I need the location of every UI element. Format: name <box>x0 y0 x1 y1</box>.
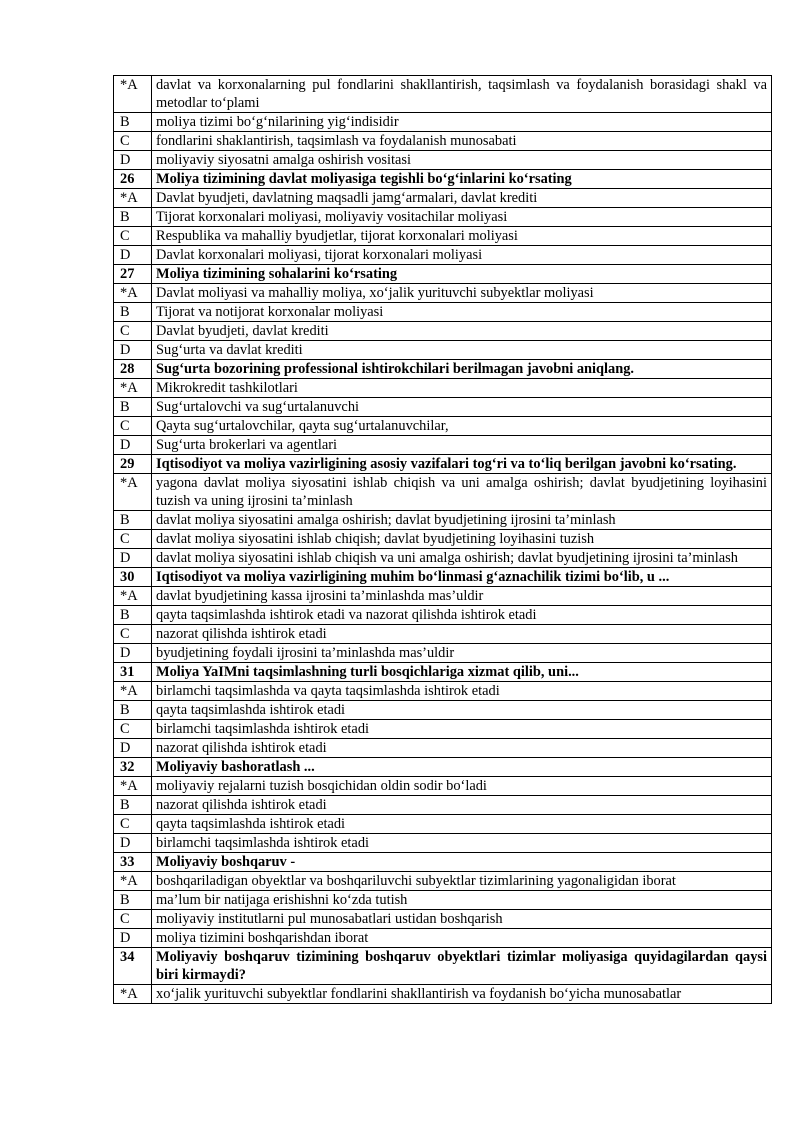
question-row <box>114 170 772 189</box>
question-number: 26 <box>114 170 152 189</box>
question-table <box>113 75 772 1004</box>
question-number: 34 <box>114 948 152 985</box>
answer-option-label: *A <box>114 777 152 796</box>
answer-row <box>114 682 772 701</box>
answer-row <box>114 549 772 568</box>
answer-option-text: Qayta sug‘urtalovchilar, qayta sug‘urtalanuvchilar, <box>152 417 772 436</box>
answer-row <box>114 815 772 834</box>
answer-option-label: D <box>114 151 152 170</box>
answer-row <box>114 322 772 341</box>
question-text: Iqtisodiyot va moliya vazirligining asosiy vazifalari tog‘ri va to‘liq berilgan javobni ko‘rsating. <box>152 455 772 474</box>
answer-row <box>114 739 772 758</box>
answer-option-text: moliyaviy siyosatni amalga oshirish vositasi <box>152 151 772 170</box>
question-number: 27 <box>114 265 152 284</box>
answer-row <box>114 379 772 398</box>
question-text: Moliya tizimining sohalarini ko‘rsating <box>152 265 772 284</box>
answer-option-label: C <box>114 132 152 151</box>
answer-option-label: D <box>114 834 152 853</box>
question-text: Moliya YaIMni taqsimlashning turli bosqichlariga xizmat qilib, uni... <box>152 663 772 682</box>
answer-row <box>114 284 772 303</box>
question-number: 33 <box>114 853 152 872</box>
question-number: 30 <box>114 568 152 587</box>
answer-option-text: Tijorat va notijorat korxonalar moliyasi <box>152 303 772 322</box>
answer-option-label: *A <box>114 379 152 398</box>
answer-option-text: Sug‘urtalovchi va sug‘urtalanuvchi <box>152 398 772 417</box>
question-row <box>114 758 772 777</box>
question-row <box>114 455 772 474</box>
answer-option-label: B <box>114 398 152 417</box>
answer-option-label: C <box>114 417 152 436</box>
answer-option-label: C <box>114 227 152 246</box>
answer-row <box>114 985 772 1004</box>
answer-option-label: D <box>114 644 152 663</box>
answer-option-label: C <box>114 815 152 834</box>
answer-option-label: *A <box>114 189 152 208</box>
answer-option-text: Sug‘urta brokerlari va agentlari <box>152 436 772 455</box>
answer-option-text: qayta taqsimlashda ishtirok etadi <box>152 701 772 720</box>
answer-row <box>114 417 772 436</box>
answer-option-text: birlamchi taqsimlashda va qayta taqsimlashda ishtirok etadi <box>152 682 772 701</box>
answer-option-text: birlamchi taqsimlashda ishtirok etadi <box>152 720 772 739</box>
answer-row <box>114 606 772 625</box>
question-row <box>114 948 772 985</box>
answer-option-text: fondlarini shaklantirish, taqsimlash va foydalanish munosabati <box>152 132 772 151</box>
answer-option-label: B <box>114 511 152 530</box>
answer-row <box>114 151 772 170</box>
answer-row <box>114 625 772 644</box>
answer-row <box>114 777 772 796</box>
answer-option-text: birlamchi taqsimlashda ishtirok etadi <box>152 834 772 853</box>
answer-option-text: Davlat byudjeti, davlatning maqsadli jamg‘armalari, davlat krediti <box>152 189 772 208</box>
question-number: 29 <box>114 455 152 474</box>
answer-option-label: B <box>114 891 152 910</box>
answer-row <box>114 530 772 549</box>
answer-option-label: *A <box>114 284 152 303</box>
answer-option-label: C <box>114 530 152 549</box>
answer-option-label: D <box>114 246 152 265</box>
question-number: 28 <box>114 360 152 379</box>
answer-option-text: yagona davlat moliya siyosatini ishlab chiqish va uni amalga oshirish; davlat byudjetining loyihasini tuzish va uning ijrosini ta’minlash <box>152 474 772 511</box>
answer-option-label: *A <box>114 872 152 891</box>
answer-option-label: B <box>114 796 152 815</box>
answer-row <box>114 701 772 720</box>
answer-option-label: B <box>114 701 152 720</box>
answer-option-text: xo‘jalik yurituvchi subyektlar fondlarini shakllantirish va foydanish bo‘yicha munosabatlar <box>152 985 772 1004</box>
answer-option-label: D <box>114 549 152 568</box>
answer-option-label: *A <box>114 587 152 606</box>
answer-option-label: *A <box>114 474 152 511</box>
answer-option-label: B <box>114 606 152 625</box>
answer-option-label: *A <box>114 985 152 1004</box>
answer-option-text: qayta taqsimlashda ishtirok etadi va nazorat qilishda ishtirok etadi <box>152 606 772 625</box>
answer-row <box>114 796 772 815</box>
answer-option-label: *A <box>114 76 152 113</box>
question-text: Moliyaviy boshqaruv tizimining boshqaruv obyektlari tizimlar moliyasiga quyidagilardan qaysi biri kirmaydi? <box>152 948 772 985</box>
answer-option-text: qayta taqsimlashda ishtirok etadi <box>152 815 772 834</box>
answer-row <box>114 227 772 246</box>
answer-row <box>114 720 772 739</box>
question-row <box>114 853 772 872</box>
answer-option-text: nazorat qilishda ishtirok etadi <box>152 739 772 758</box>
answer-option-label: D <box>114 341 152 360</box>
answer-row <box>114 246 772 265</box>
question-row <box>114 265 772 284</box>
answer-row <box>114 341 772 360</box>
answer-option-text: Davlat moliyasi va mahalliy moliya, xo‘jalik yurituvchi subyektlar moliyasi <box>152 284 772 303</box>
answer-option-text: Tijorat korxonalari moliyasi, moliyaviy vositachilar moliyasi <box>152 208 772 227</box>
answer-option-text: ma’lum bir natijaga erishishni ko‘zda tutish <box>152 891 772 910</box>
answer-option-text: boshqariladigan obyektlar va boshqariluvchi subyektlar tizimlarining yagonaligidan iborat <box>152 872 772 891</box>
answer-row <box>114 474 772 511</box>
answer-option-text: Sug‘urta va davlat krediti <box>152 341 772 360</box>
answer-option-label: B <box>114 303 152 322</box>
answer-row <box>114 398 772 417</box>
answer-row <box>114 891 772 910</box>
question-text: Moliyaviy boshqaruv - <box>152 853 772 872</box>
answer-option-label: C <box>114 910 152 929</box>
answer-row <box>114 587 772 606</box>
answer-option-text: Mikrokredit tashkilotlari <box>152 379 772 398</box>
answer-option-text: davlat va korxonalarning pul fondlarini shakllantirish, taqsimlash va foydalanish borasidagi shakl va metodlar to‘plami <box>152 76 772 113</box>
answer-row <box>114 929 772 948</box>
answer-row <box>114 76 772 113</box>
answer-option-text: davlat byudjetining kassa ijrosini ta’minlashda mas’uldir <box>152 587 772 606</box>
answer-row <box>114 872 772 891</box>
answer-option-text: Davlat korxonalari moliyasi, tijorat korxonalari moliyasi <box>152 246 772 265</box>
answer-row <box>114 436 772 455</box>
answer-row <box>114 189 772 208</box>
question-row <box>114 360 772 379</box>
answer-row <box>114 910 772 929</box>
question-text: Sug‘urta bozorining professional ishtirokchilari berilmagan javobni aniqlang. <box>152 360 772 379</box>
answer-option-text: nazorat qilishda ishtirok etadi <box>152 796 772 815</box>
question-row <box>114 663 772 682</box>
answer-option-label: D <box>114 436 152 455</box>
answer-row <box>114 511 772 530</box>
answer-option-label: C <box>114 322 152 341</box>
answer-option-label: D <box>114 739 152 758</box>
question-text: Iqtisodiyot va moliya vazirligining muhim bo‘linmasi g‘aznachilik tizimi bo‘lib, u ... <box>152 568 772 587</box>
answer-option-text: davlat moliya siyosatini amalga oshirish; davlat byudjetining ijrosini ta’minlash <box>152 511 772 530</box>
question-number: 32 <box>114 758 152 777</box>
question-number: 31 <box>114 663 152 682</box>
answer-option-text: davlat moliya siyosatini ishlab chiqish; davlat byudjetining loyihasini tuzish <box>152 530 772 549</box>
question-table-body <box>114 76 772 1004</box>
answer-row <box>114 644 772 663</box>
answer-option-text: moliya tizimini boshqarishdan iborat <box>152 929 772 948</box>
answer-row <box>114 132 772 151</box>
answer-option-label: C <box>114 625 152 644</box>
answer-option-label: D <box>114 929 152 948</box>
question-row <box>114 568 772 587</box>
answer-option-text: Davlat byudjeti, davlat krediti <box>152 322 772 341</box>
answer-option-text: moliyaviy institutlarni pul munosabatlari ustidan boshqarish <box>152 910 772 929</box>
answer-option-text: moliya tizimi bo‘g‘nilarining yig‘indisidir <box>152 113 772 132</box>
question-text: Moliya tizimining davlat moliyasiga tegishli bo‘g‘inlarini ko‘rsating <box>152 170 772 189</box>
answer-row <box>114 834 772 853</box>
answer-option-text: Respublika va mahalliy byudjetlar, tijorat korxonalari moliyasi <box>152 227 772 246</box>
question-text: Moliyaviy bashoratlash ... <box>152 758 772 777</box>
answer-option-text: davlat moliya siyosatini ishlab chiqish va uni amalga oshirish; davlat byudjetining ijrosini ta’minlash <box>152 549 772 568</box>
answer-option-label: B <box>114 208 152 227</box>
answer-row <box>114 303 772 322</box>
answer-option-text: byudjetining foydali ijrosini ta’minlashda mas’uldir <box>152 644 772 663</box>
answer-option-label: *A <box>114 682 152 701</box>
answer-option-text: nazorat qilishda ishtirok etadi <box>152 625 772 644</box>
answer-option-label: B <box>114 113 152 132</box>
answer-row <box>114 113 772 132</box>
answer-row <box>114 208 772 227</box>
answer-option-text: moliyaviy rejalarni tuzish bosqichidan oldin sodir bo‘ladi <box>152 777 772 796</box>
answer-option-label: C <box>114 720 152 739</box>
